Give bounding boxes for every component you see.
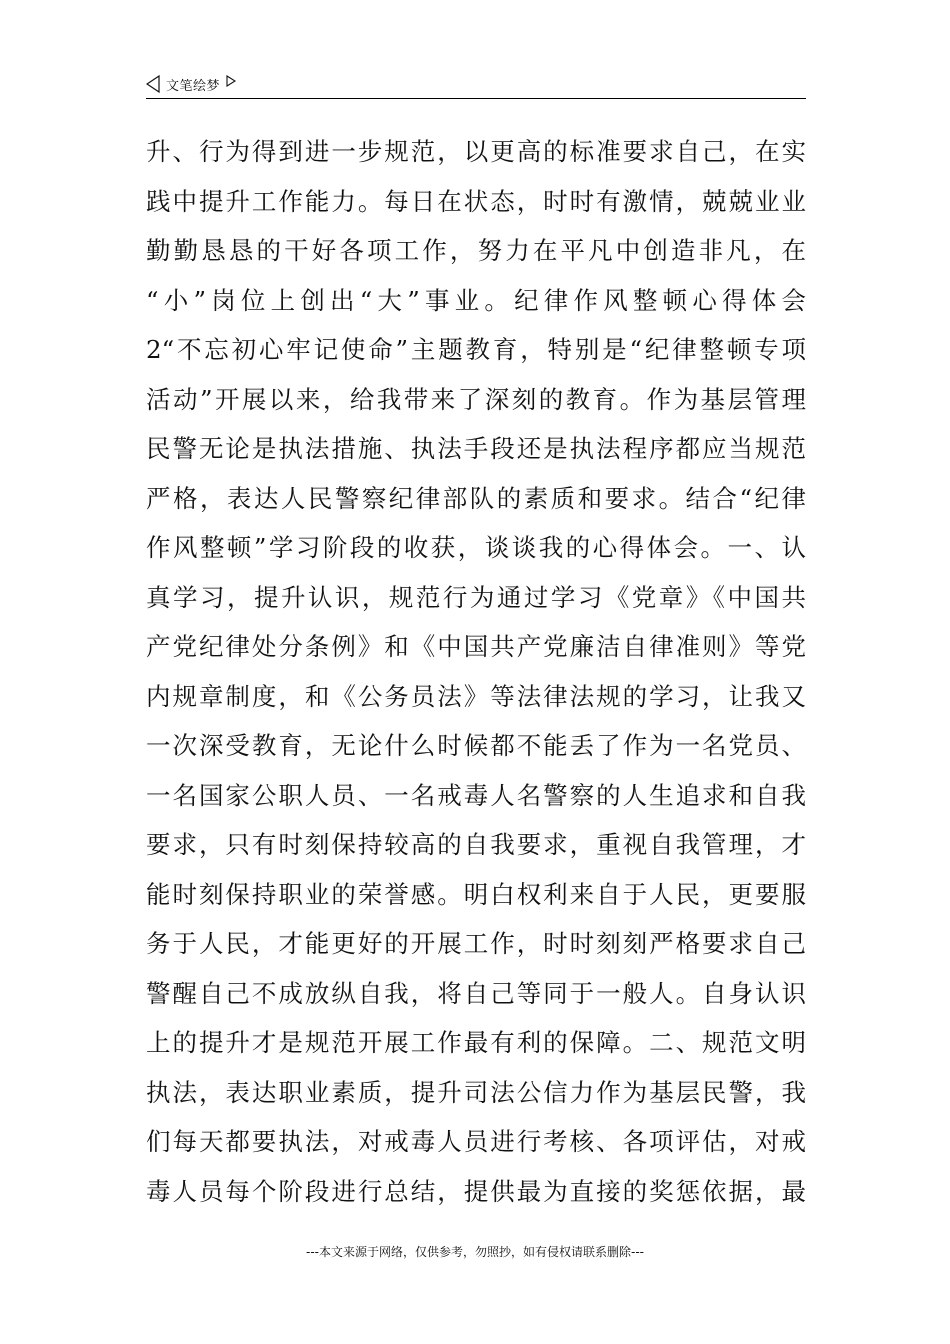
text-line: 一名国家公职人员、一名戒毒人名警察的人生追求和自我 (146, 780, 806, 810)
text-line: 活动”开展以来，给我带来了深刻的教育。作为基层管理 (146, 384, 806, 414)
document-body (146, 127, 806, 1216)
header-title: 文笔绘梦 (166, 78, 221, 94)
text-line: 勤勤恳恳的干好各项工作，努力在平凡中创造非凡，在 (146, 236, 806, 265)
text-line: 毒人员每个阶段进行总结，提供最为直接的奖惩依据，最 (146, 1176, 806, 1206)
text-line: 上的提升才是规范开展工作最有利的保障。二、规范文明 (146, 1028, 806, 1057)
text-line: 民警无论是执法措施、执法手段还是执法程序都应当规范 (146, 434, 806, 463)
triangle-left-outline-icon (146, 75, 160, 93)
triangle-right-outline-icon (226, 75, 236, 87)
text-line: 执法，表达职业素质，提升司法公信力作为基层民警，我 (146, 1077, 806, 1107)
page-footer-disclaimer: ---本文来源于网络，仅供参考，勿照抄，如有侵权请联系删除--- (306, 1245, 644, 1259)
text-line: 内规章制度，和《公务员法》等法律法规的学习，让我又 (146, 681, 806, 711)
text-line: 一次深受教育，无论什么时候都不能丢了作为一名党员、 (146, 731, 806, 760)
text-line: 产党纪律处分条例》和《中国共产党廉洁自律准则》等党 (146, 632, 806, 661)
text-line: 要求，只有时刻保持较高的自我要求，重视自我管理，才 (146, 830, 806, 859)
text-line: 务于人民，才能更好的开展工作，时时刻刻严格要求自己 (146, 929, 806, 958)
text-line: 能时刻保持职业的荣誉感。明白权利来自于人民，更要服 (146, 879, 806, 909)
text-line: 警醒自己不成放纵自我，将自己等同于一般人。自身认识 (146, 978, 806, 1008)
text-line: 2“不忘初心牢记使命”主题教育，特别是“纪律整顿专项 (146, 335, 806, 364)
page-header (146, 72, 806, 99)
text-line: “小”岗位上创出“大”事业。纪律作风整顿心得体会 (146, 285, 806, 315)
text-line: 真学习，提升认识，规范行为通过学习《党章》《中国共 (146, 582, 806, 612)
text-line: 升、行为得到进一步规范，以更高的标准要求自己，在实 (146, 137, 806, 166)
text-line: 们每天都要执法，对戒毒人员进行考核、各项评估，对戒 (146, 1127, 806, 1156)
text-line: 践中提升工作能力。每日在状态，时时有激情，兢兢业业 (146, 186, 806, 216)
text-line: 作风整顿”学习阶段的收获，谈谈我的心得体会。一、认 (146, 533, 806, 562)
text-line: 严格，表达人民警察纪律部队的素质和要求。结合“纪律 (146, 483, 806, 513)
header-brand (146, 74, 236, 94)
